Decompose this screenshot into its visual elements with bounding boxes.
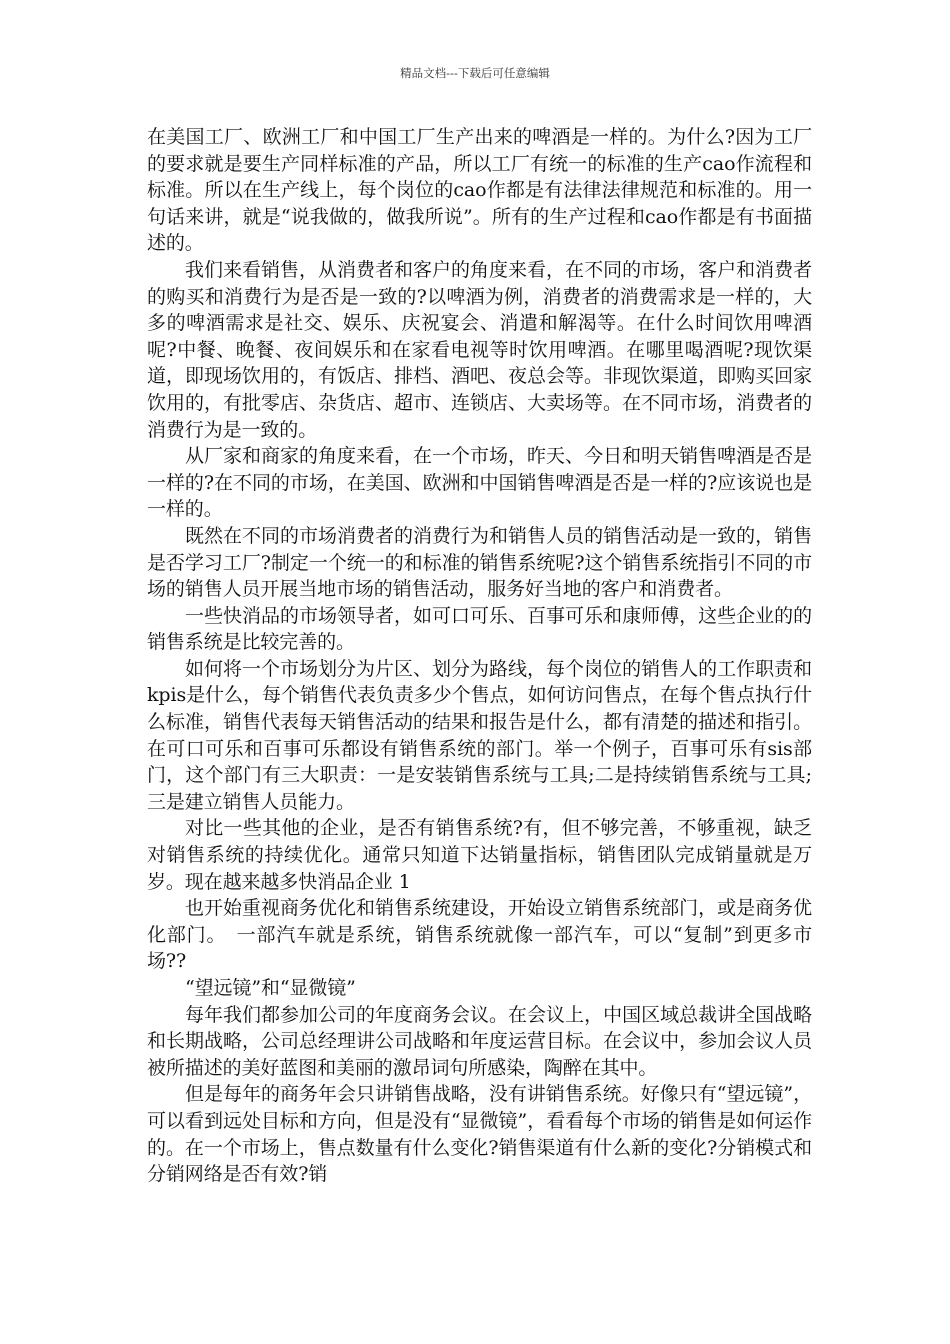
paragraph-6: 如何将一个市场划分为片区、划分为路线，每个岗位的销售人的工作职责和kpis是什么，每个销售代表负责多少个售点，如何访问售点，在每个售点执行什么标准，销售代表每天销售活动的结果和报告是什么，都有清楚的描述和指引。在可口可乐和百事可乐都设有销售系统的部门。举一个例子，百事可乐有sis部门，这个部门有三大职责：一是安装销售系统与工具;二是持续销售系统与工具;三是建立销售人员能力。 [147, 657, 812, 813]
paragraph-9: 每年我们都参加公司的年度商务会议。在会议上，中国区域总裁讲全国战略和长期战略，公司总经理讲公司战略和年度运营目标。在会议中，参加会议人员被所描述的美好蓝图和美丽的激昂词句所感染，陶醉在其中。 [147, 1003, 812, 1079]
document-body [147, 124, 812, 1188]
paragraph-8: 也开始重视商务优化和销售系统建设，开始设立销售系统部门，或是商务优化部门。 一部汽车就是系统，销售系统就像一部汽车，可以“复制”到更多市场?? [147, 897, 812, 973]
page-header: 精品文档---下载后可任意编辑 [400, 66, 550, 80]
paragraph-1: 在美国工厂、欧洲工厂和中国工厂生产出来的啤酒是一样的。为什么?因为工厂的要求就是要生产同样标准的产品，所以工厂有统一的标准的生产cao作流程和标准。所以在生产线上，每个岗位的cao作都是有法律法律规范和标准的。用一句话来讲，就是“说我做的，做我所说”。所有的生产过程和cao作都是有书面描述的。 [147, 126, 812, 255]
paragraph-5: 一些快消品的市场领导者，如可口可乐、百事可乐和康师傅，这些企业的的销售系统是比较完善的。 [147, 604, 812, 654]
paragraph-3: 从厂家和商家的角度来看，在一个市场，昨天、今日和明天销售啤酒是否是一样的?在不同的市场，在美国、欧洲和中国销售啤酒是否是一样的?应该说也是一样的。 [147, 445, 812, 521]
paragraph-7: 对比一些其他的企业，是否有销售系统?有，但不够完善，不够重视，缺乏对销售系统的持续优化。通常只知道下达销量指标，销售团队完成销量就是万岁。现在越来越多快消品企业 1 [147, 817, 812, 893]
paragraph-10: 但是每年的商务年会只讲销售战略，没有讲销售系统。好像只有“望远镜”，可以看到远处目标和方向，但是没有“显微镜”，看看每个市场的销售是如何运作的。在一个市场上，售点数量有什么变化?销售渠道有什么新的变化?分销模式和分销网络是否有效?销 [147, 1083, 812, 1186]
paragraph-2: 我们来看销售，从消费者和客户的角度来看，在不同的市场，客户和消费者的购买和消费行为是否是一致的?以啤酒为例，消费者的消费需求是一样的，大多的啤酒需求是社交、娱乐、庆祝宴会、消遣和解渴等。在什么时间饮用啤酒呢?中餐、晚餐、夜间娱乐和在家看电视等时饮用啤酒。在哪里喝酒呢?现饮渠道，即现场饮用的，有饭店、排档、酒吧、夜总会等。非现饮渠道，即购买回家饮用的，有批零店、杂货店、超市、连锁店、大卖场等。在不同市场，消费者的消费行为是一致的。 [147, 258, 812, 441]
section-subheading: “望远镜”和“显微镜” [185, 977, 356, 999]
paragraph-4: 既然在不同的市场消费者的消费行为和销售人员的销售活动是一致的，销售是否学习工厂?制定一个统一的和标准的销售系统呢?这个销售系统指引不同的市场的销售人员开展当地市场的销售活动，服务好当地的客户和消费者。 [147, 524, 812, 601]
